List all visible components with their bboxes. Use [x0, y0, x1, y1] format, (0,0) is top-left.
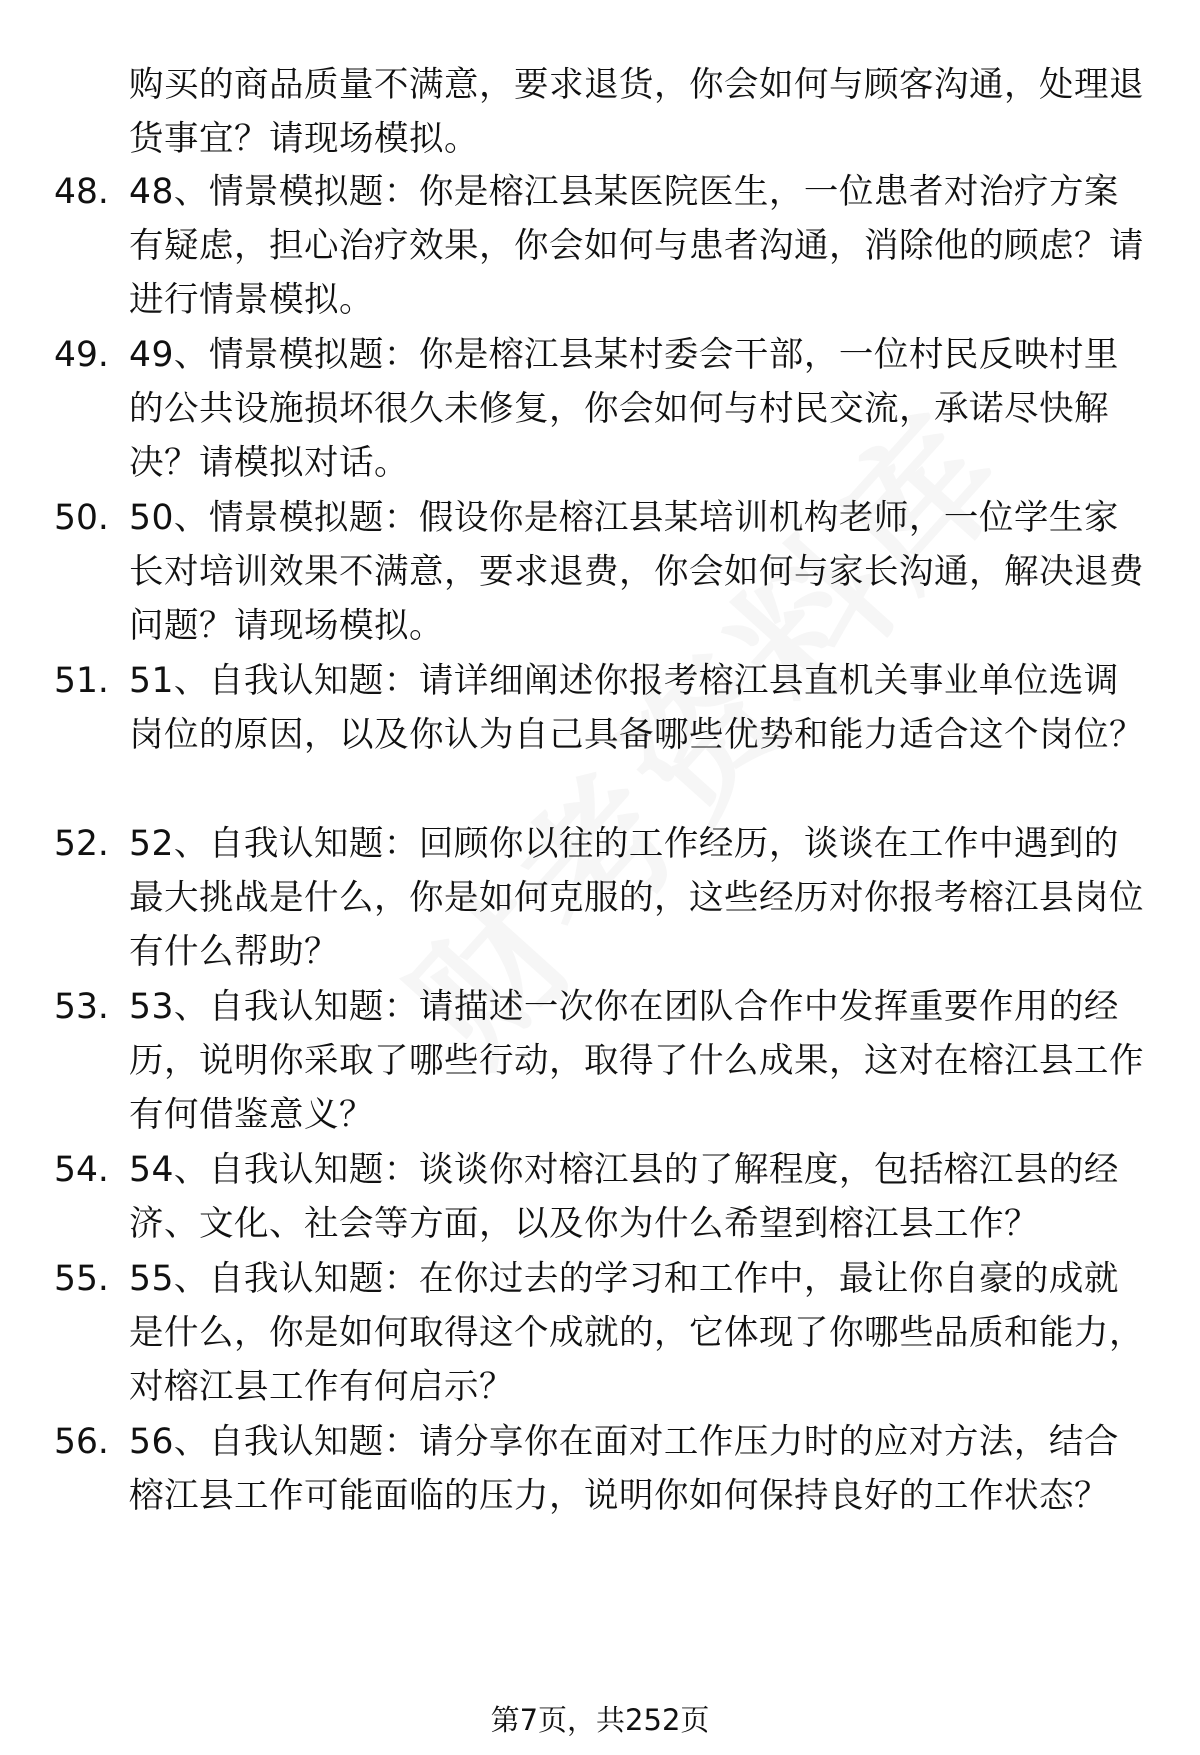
item-text: 55、自我认知题：在你过去的学习和工作中，最让你自豪的成就是什么，你是如何取得这个成就的，它体现了你哪些品质和能力，对榕江县工作有何启示？ — [129, 1259, 1144, 1407]
page-footer: 第7页，共252页 — [490, 1703, 710, 1737]
item-text: 48、情景模拟题：你是榕江县某医院医生，一位患者对治疗方案有疑虑，担心治疗效果，你会如何与患者沟通，消除他的顾虑？请进行情景模拟。 — [129, 172, 1144, 320]
item-number: 53. — [54, 987, 109, 1027]
item-text: 51、自我认知题：请详细阐述你报考榕江县直机关事业单位选调岗位的原因，以及你认为自己具备哪些优势和能力适合这个岗位？ — [129, 661, 1144, 755]
item-text: 52、自我认知题：回顾你以往的工作经历，谈谈在工作中遇到的最大挑战是什么，你是如何克服的，这些经历对你报考榕江县岗位有什么帮助？ — [129, 824, 1144, 972]
item-number: 56. — [54, 1422, 109, 1462]
item-number: 48. — [54, 172, 109, 212]
item-number: 52. — [54, 824, 109, 864]
item-text: 54、自我认知题：谈谈你对榕江县的了解程度，包括榕江县的经济、文化、社会等方面，以及你为什么希望到榕江县工作？ — [129, 1150, 1119, 1244]
item-text: 56、自我认知题：请分享你在面对工作压力时的应对方法，结合榕江县工作可能面临的压力，说明你如何保持良好的工作状态？ — [129, 1422, 1119, 1516]
continued-paragraph: 购买的商品质量不满意，要求退货，你会如何与顾客沟通，处理退货事宜？请现场模拟。 — [129, 65, 1144, 159]
item-number: 50. — [54, 498, 109, 538]
item-text: 49、情景模拟题：你是榕江县某村委会干部，一位村民反映村里的公共设施损坏很久未修复，你会如何与村民交流，承诺尽快解决？请模拟对话。 — [129, 335, 1119, 483]
item-number: 51. — [54, 661, 109, 701]
item-number: 54. — [54, 1150, 109, 1190]
item-number: 49. — [54, 335, 109, 375]
item-text: 53、自我认知题：请描述一次你在团队合作中发挥重要作用的经历，说明你采取了哪些行动，取得了什么成果，这对在榕江县工作有何借鉴意义？ — [129, 987, 1144, 1135]
item-number: 55. — [54, 1259, 109, 1299]
item-text: 50、情景模拟题：假设你是榕江县某培训机构老师，一位学生家长对培训效果不满意，要求退费，你会如何与家长沟通，解决退费问题？请现场模拟。 — [129, 498, 1144, 646]
